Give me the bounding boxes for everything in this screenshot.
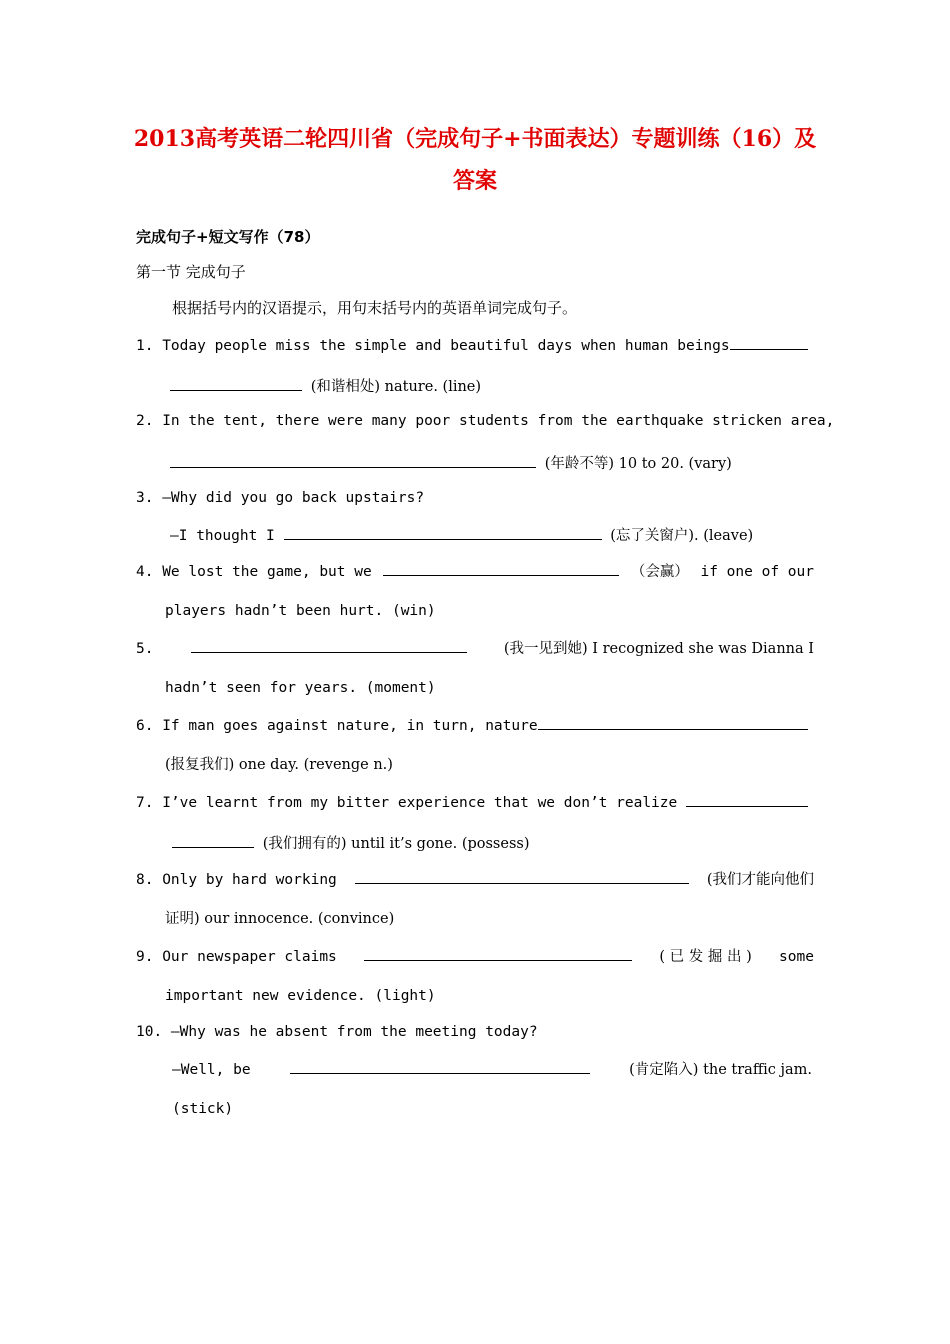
answer-blank[interactable] <box>383 560 619 576</box>
question-6-line-2: (报复我们) one day. (revenge n.) <box>165 757 393 773</box>
question-8-line-1: 8. Only by hard working (我们才能向他们 <box>136 868 814 890</box>
answer-blank[interactable] <box>538 714 808 730</box>
section-subheading: 第一节 完成句子 <box>136 263 246 281</box>
question-10-line-3: (stick) <box>172 1101 234 1117</box>
question-3-line-1: 3. —Why did you go back upstairs? <box>136 490 425 506</box>
question-4-line-1: 4. We lost the game, but we （会赢） if one of our <box>136 560 814 582</box>
question-1-line-1: 1. Today people miss the simple and beautiful days when human beings <box>136 334 808 356</box>
question-7-line-2: (我们拥有的) until it’s gone. (possess) <box>172 832 530 854</box>
question-9-line-1: 9. Our newspaper claims ( 已 发 掘 出 ) some <box>136 945 814 967</box>
answer-blank[interactable] <box>170 452 536 468</box>
question-1-line-2: (和谐相处) nature. (line) <box>170 375 481 397</box>
question-2-line-1: 2. In the tent, there were many poor students from the earthquake stricken area, <box>136 413 835 429</box>
answer-blank[interactable] <box>284 524 602 540</box>
answer-blank[interactable] <box>364 945 632 961</box>
question-5-line-1: 5. (我一见到她) I recognized she was Dianna I <box>136 637 814 659</box>
answer-blank[interactable] <box>191 637 467 653</box>
answer-blank[interactable] <box>355 868 689 884</box>
section-heading: 完成句子+短文写作（78） <box>136 228 320 246</box>
answer-blank[interactable] <box>290 1058 590 1074</box>
instruction-text: 根据括号内的汉语提示，用句末括号内的英语单词完成句子。 <box>172 299 578 317</box>
answer-blank[interactable] <box>172 832 254 848</box>
document-title <box>120 118 830 202</box>
answer-blank[interactable] <box>730 334 808 350</box>
answer-blank[interactable] <box>686 791 808 807</box>
question-6-line-1: 6. If man goes against nature, in turn, nature <box>136 714 808 736</box>
answer-blank[interactable] <box>170 375 302 391</box>
question-5-line-2: hadn’t seen for years. (moment) <box>165 680 436 696</box>
question-7-line-1: 7. I’ve learnt from my bitter experience that we don’t realize <box>136 791 808 813</box>
title-line-1: 2013高考英语二轮四川省（完成句子+书面表达）专题训练（16）及 <box>133 126 817 152</box>
question-4-line-2: players hadn’t been hurt. (win) <box>165 603 436 619</box>
question-9-line-2: important new evidence. (light) <box>165 988 436 1004</box>
question-3-line-2: —I thought I (忘了关窗户). (leave) <box>170 524 753 546</box>
question-10-line-1: 10. —Why was he absent from the meeting today? <box>136 1024 538 1040</box>
title-line-2: 答案 <box>452 168 497 194</box>
question-10-line-2: —Well, be (肯定陷入) the traffic jam. <box>172 1058 812 1080</box>
question-8-line-2: 证明) our innocence. (convince) <box>165 911 395 927</box>
question-2-line-2: (年龄不等) 10 to 20. (vary) <box>170 452 732 474</box>
